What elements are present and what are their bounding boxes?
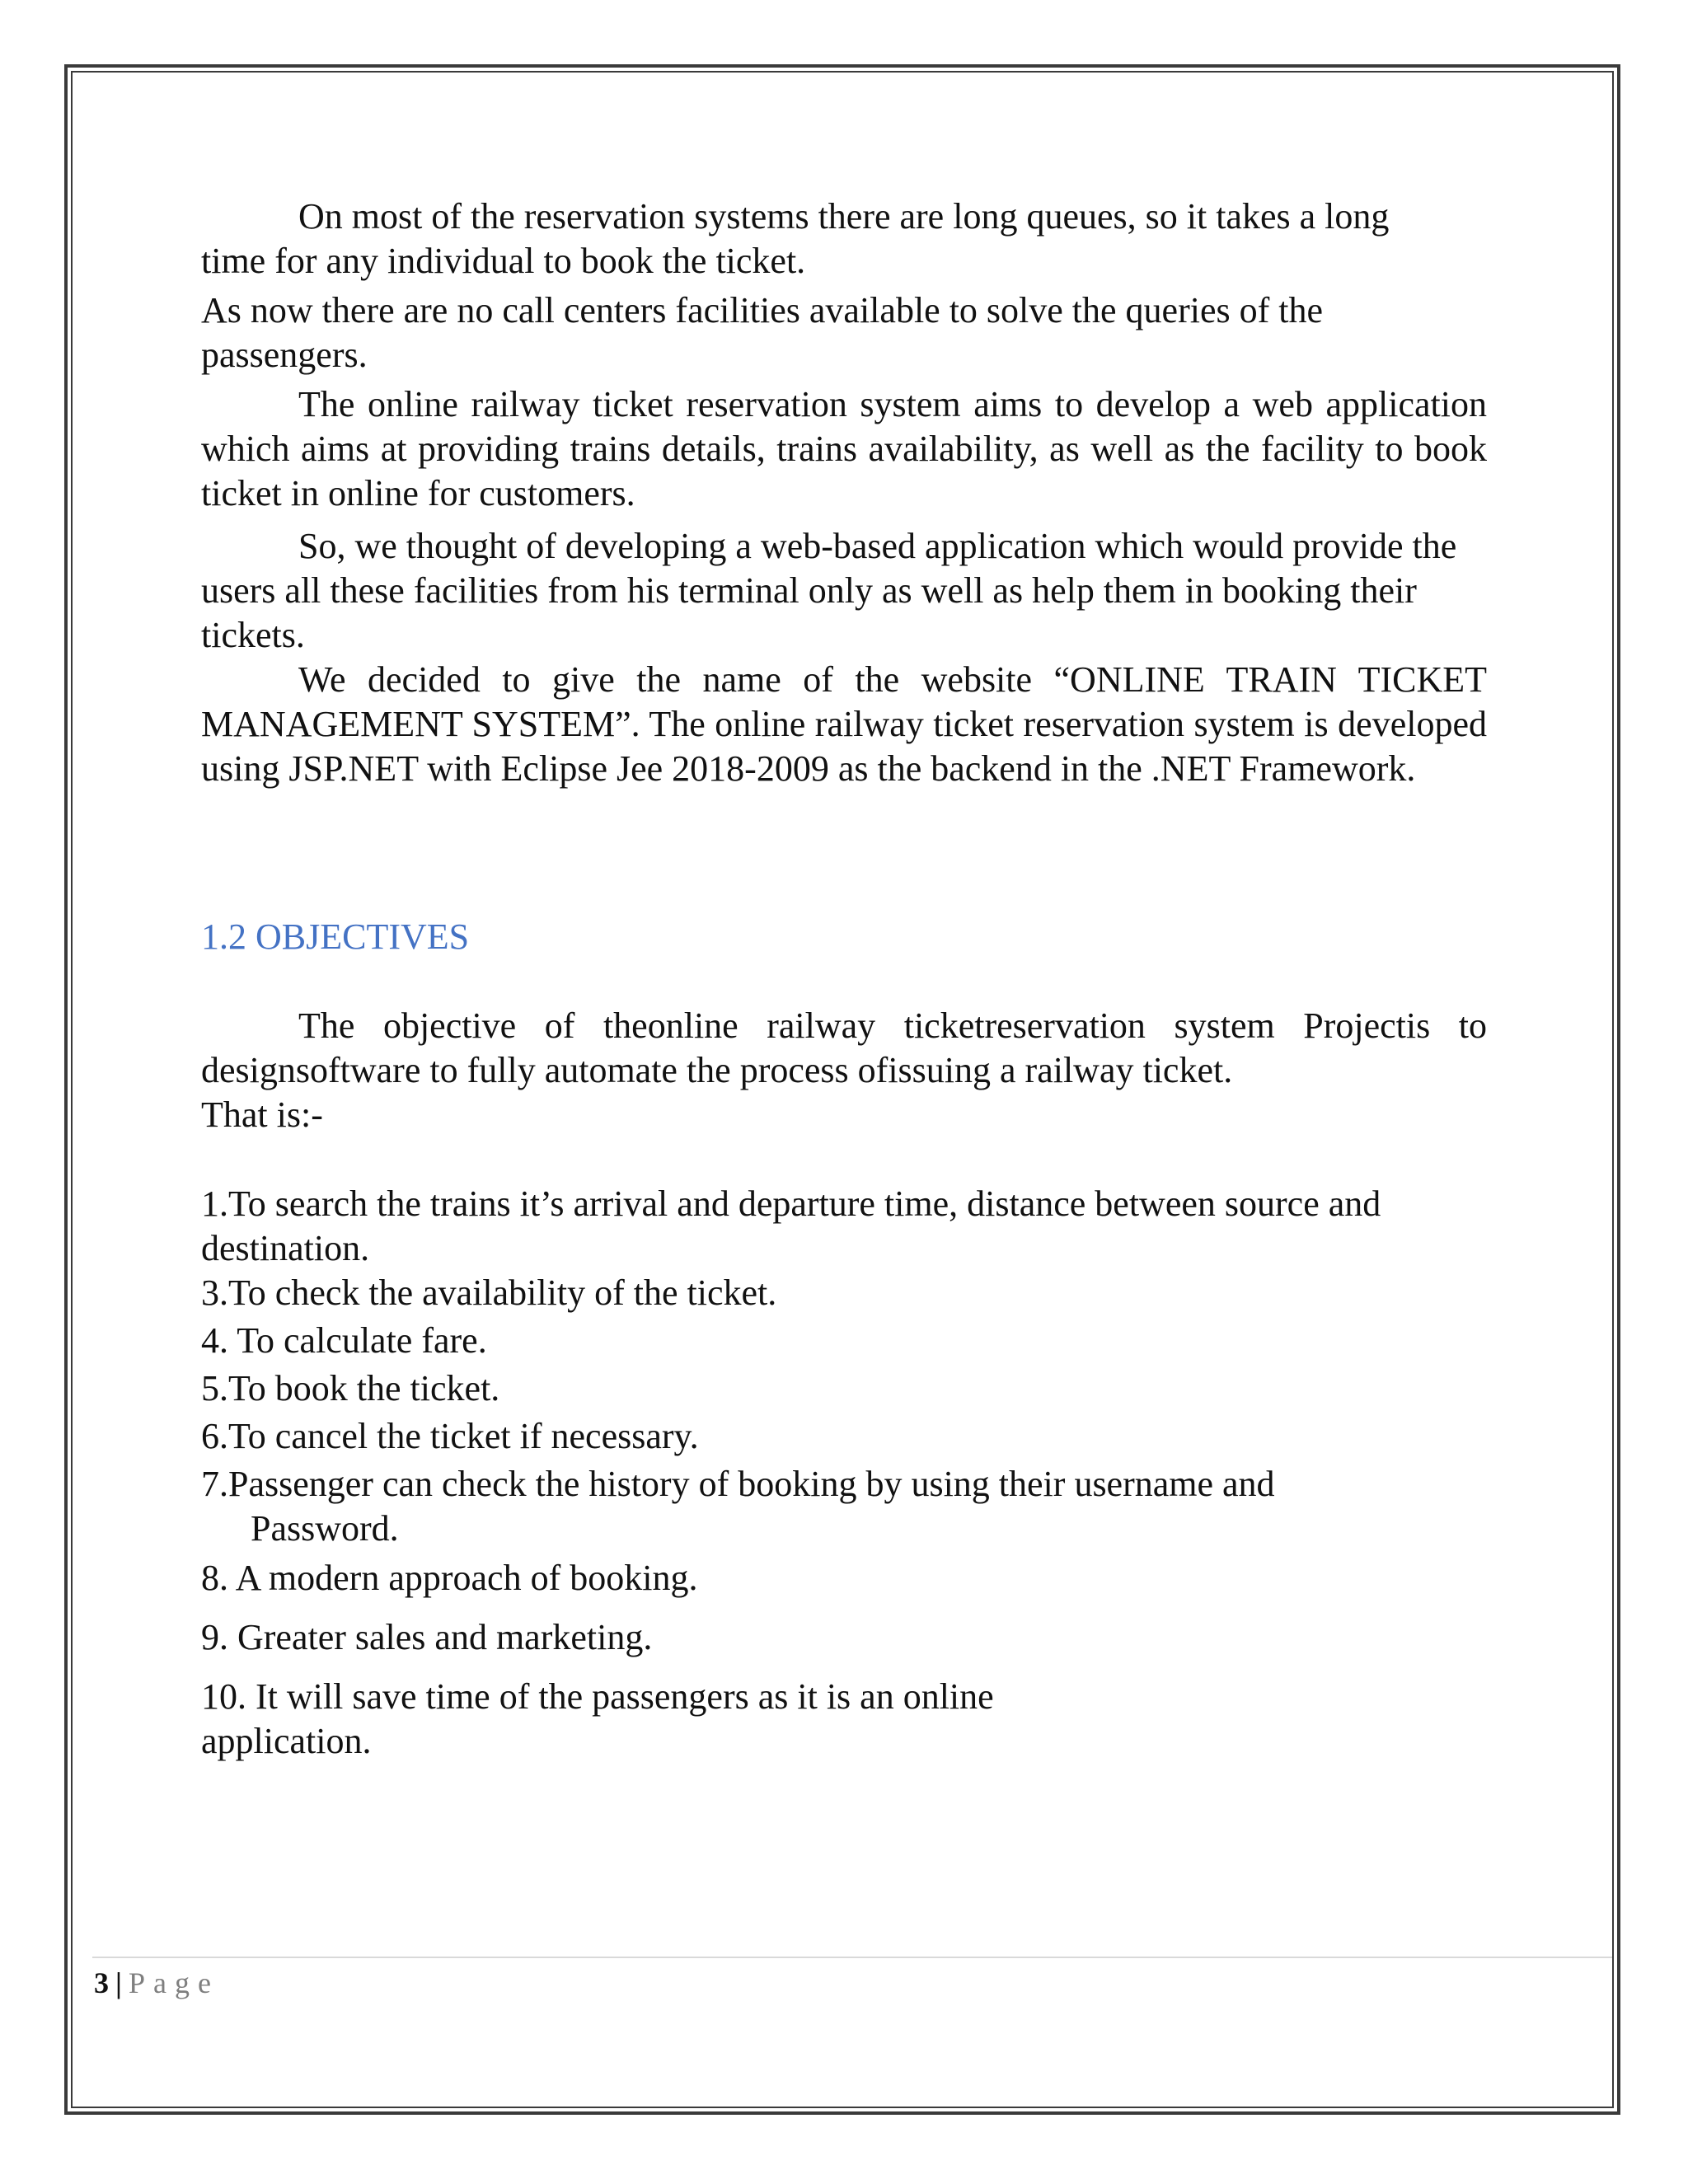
- objectives-list: [201, 1182, 1487, 1764]
- page-footer: [94, 1965, 219, 2001]
- document-body: [201, 194, 1487, 1764]
- footer-separator: |: [115, 1966, 122, 1999]
- footer-divider: [92, 1957, 1612, 1958]
- paragraph-5: We decided to give the name of the website “ONLINE TRAIN TICKET MANAGEMENT SYSTEM”. The online railway ticket reservation system is developed using JSP.NET with Eclipse Jee 2018-2009 as the backend in the .NET Framework.: [201, 659, 1487, 789]
- list-item: 10. It will save time of the passengers as it is an online: [201, 1676, 994, 1717]
- list-item: 3.To check the availability of the ticket.: [201, 1272, 777, 1313]
- list-item: 6.To cancel the ticket if necessary.: [201, 1416, 699, 1456]
- section-heading: 1.2 OBJECTIVES: [201, 916, 470, 957]
- paragraph-4: So, we thought of developing a web-based application which would provide the users all these facilities from his terminal only as well as help them in booking their tickets.: [201, 526, 1457, 655]
- list-item: 1.To search the trains it’s arrival and departure time, distance between source and destination.: [201, 1183, 1381, 1268]
- list-item: 9. Greater sales and marketing.: [201, 1617, 653, 1657]
- list-item-continuation: Password.: [251, 1508, 399, 1549]
- paragraph-3: The online railway ticket reservation system aims to develop a web application which aims at providing trains details, trains availability, as well as the facility to book ticket in online for customers.: [201, 384, 1487, 513]
- list-item: 8. A modern approach of booking.: [201, 1558, 698, 1598]
- list-item: 4. To calculate fare.: [201, 1320, 487, 1361]
- list-item: 5.To book the ticket.: [201, 1368, 500, 1408]
- page-number: 3: [94, 1966, 109, 1999]
- that-is-label: That is:-: [201, 1094, 323, 1135]
- list-item: 7.Passenger can check the history of booking by using their username and: [201, 1464, 1275, 1504]
- paragraph-1-line-1: On most of the reservation systems there are long queues, so it takes a long: [298, 196, 1390, 237]
- objectives-intro: The objective of theonline railway ticketreservation system Projectis to designsoftware to fully automate the process ofissuing a railway ticket.: [201, 1005, 1487, 1090]
- paragraph-1-line-2: time for any individual to book the ticket.: [201, 241, 806, 281]
- list-item-continuation: application.: [201, 1721, 372, 1761]
- paragraph-2: As now there are no call centers facilities available to solve the queries of the passengers.: [201, 290, 1324, 375]
- page-label: Page: [128, 1966, 219, 1999]
